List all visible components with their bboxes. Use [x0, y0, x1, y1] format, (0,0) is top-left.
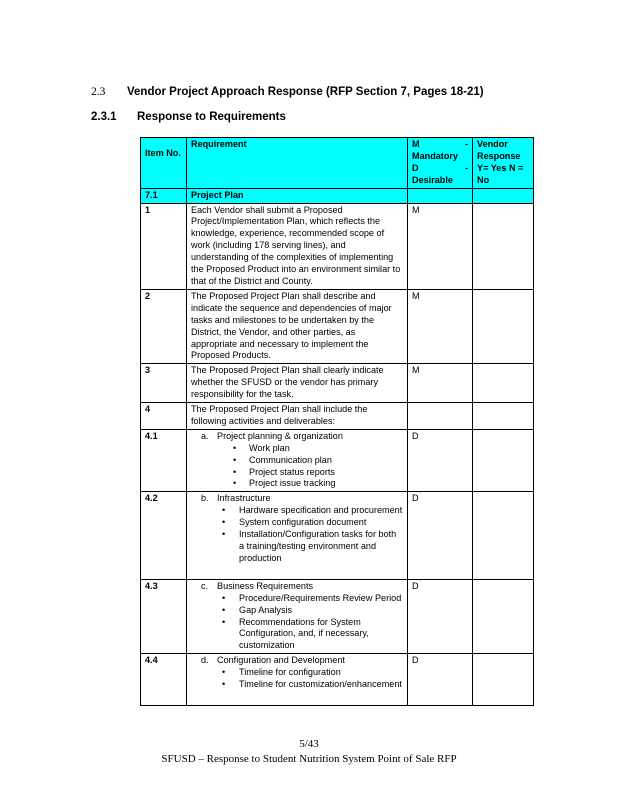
sub-label: d. [201, 655, 209, 666]
vendor-response-cell[interactable] [473, 492, 534, 579]
table-row [141, 429, 534, 492]
table-row [141, 579, 534, 653]
requirement-text: The Proposed Project Plan shall describe and indicate the sequence and dependencies of major tasks and milestones to be undertaken by the District, the Vendor, and other parties, as appropriate and necessary to implement the Proposed Products. [187, 289, 408, 363]
table-header-row [141, 138, 534, 189]
sub-title: Project planning & organization [217, 430, 343, 441]
md-value: D [408, 429, 473, 492]
vendor-response-cell[interactable] [473, 203, 534, 289]
page-number: 5/43 [299, 738, 319, 750]
section-row [141, 188, 534, 203]
md-value: M [408, 364, 473, 403]
header-requirement: Requirement [187, 138, 408, 189]
md-value [408, 403, 473, 430]
list-item: • Hardware specification and procurement [191, 505, 403, 517]
list-item: • System configuration document [191, 517, 403, 529]
section-heading [91, 86, 484, 98]
md-value: M [408, 203, 473, 289]
header-item-no: Item No. [141, 138, 187, 189]
bullet-list [191, 443, 403, 491]
section-title: Vendor Project Approach Response (RFP Section 7, Pages 18-21) [127, 86, 484, 98]
header-vendor-response: Vendor Response Y= Yes N = No [473, 138, 534, 189]
sub-title: Business Requirements [217, 580, 314, 591]
vendor-response-cell[interactable] [473, 403, 534, 430]
item-number: 4.2 [141, 492, 187, 579]
requirement-text [187, 654, 408, 706]
vendor-response-cell[interactable] [473, 429, 534, 492]
item-number: 4.4 [141, 654, 187, 706]
subsection-number: 2.3.1 [91, 111, 117, 123]
md-dash-2: - [464, 162, 468, 173]
md-m: M [412, 139, 420, 149]
sub-title: Infrastructure [217, 493, 271, 504]
list-item: • Project issue tracking [191, 478, 403, 490]
md-desirable: Desirable [412, 174, 453, 185]
list-item: • Timeline for customization/enhancement [191, 679, 403, 691]
sub-label: a. [201, 430, 209, 441]
footer-text: SFUSD – Response to Student Nutrition System Point of Sale RFP [161, 753, 457, 765]
md-d: D [412, 162, 419, 173]
item-number: 2 [141, 289, 187, 363]
table-row [141, 289, 534, 363]
section-number: 2.3 [91, 86, 106, 98]
section-item: 7.1 [141, 188, 187, 203]
vendor-response-cell[interactable] [473, 289, 534, 363]
requirement-text: The Proposed Project Plan shall clearly indicate whether the SFUSD or the vendor has primary responsibility for the task. [187, 364, 408, 403]
list-item: • Recommendations for System Configuration, and, if necessary, customization [191, 617, 403, 653]
item-number: 4.1 [141, 429, 187, 492]
md-value: D [408, 579, 473, 653]
md-value: D [408, 654, 473, 706]
vendor-response-cell[interactable] [473, 364, 534, 403]
list-item: • Timeline for configuration [191, 667, 403, 679]
bullet-list [191, 505, 403, 565]
sub-label: c. [201, 580, 209, 591]
item-number: 1 [141, 203, 187, 289]
md-mandatory: Mandatory [412, 150, 458, 161]
section-title-cell: Project Plan [187, 188, 408, 203]
bullet-list [191, 593, 403, 653]
md-value: D [408, 492, 473, 579]
requirements-table [140, 137, 534, 706]
requirement-text [187, 492, 408, 579]
list-item: • Project status reports [191, 467, 403, 479]
md-dash-1: - [464, 139, 468, 149]
table-row [141, 364, 534, 403]
subsection-title: Response to Requirements [137, 111, 286, 123]
list-item: • Gap Analysis [191, 605, 403, 617]
list-item: • Installation/Configuration tasks for both a training/testing environment and production [191, 529, 403, 565]
item-number: 4 [141, 403, 187, 430]
table-row [141, 203, 534, 289]
md-value: M [408, 289, 473, 363]
table-row [141, 654, 534, 706]
header-mandatory-desirable [408, 138, 473, 189]
list-item: • Communication plan [191, 455, 403, 467]
sub-label: b. [201, 493, 209, 504]
list-item: • Procedure/Requirements Review Period [191, 593, 403, 605]
requirement-text [187, 579, 408, 653]
requirement-text [187, 429, 408, 492]
table-row [141, 492, 534, 579]
requirement-text: Each Vendor shall submit a Proposed Project/Implementation Plan, which reflects the knowledge, experience, recommended scope of work (including 178 serving lines), and understanding of the complexities of implementing the Proposed Product into an environment similar to that of the District and County. [187, 203, 408, 289]
table-row [141, 403, 534, 430]
item-number: 4.3 [141, 579, 187, 653]
vendor-response-cell[interactable] [473, 579, 534, 653]
list-item: • Work plan [191, 443, 403, 455]
sub-title: Configuration and Development [217, 655, 345, 666]
subsection-heading [91, 111, 286, 123]
requirement-text: The Proposed Project Plan shall include the following activities and deliverables: [187, 403, 408, 430]
bullet-list [191, 667, 403, 691]
item-number: 3 [141, 364, 187, 403]
vendor-response-cell[interactable] [473, 654, 534, 706]
